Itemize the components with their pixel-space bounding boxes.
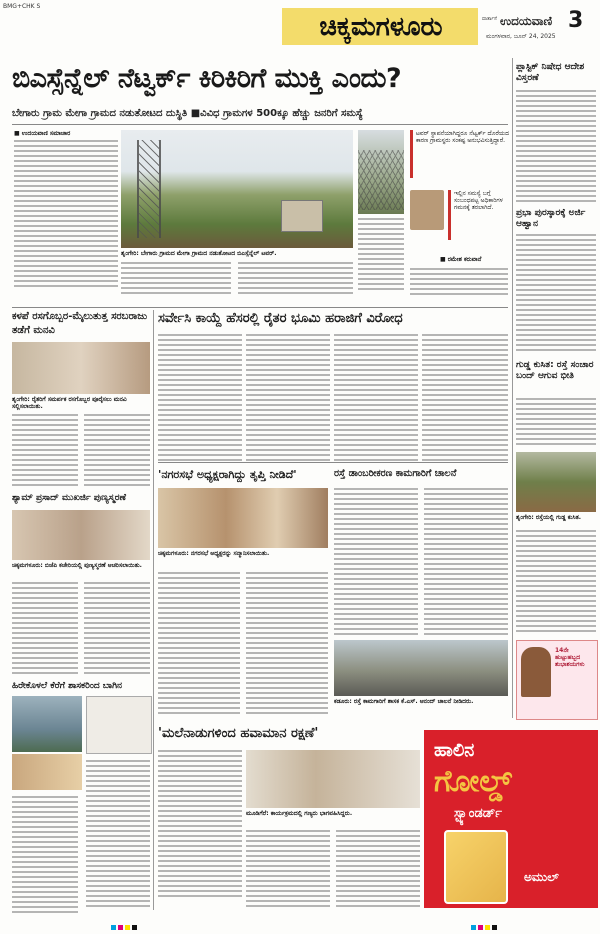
left-photo-2 bbox=[12, 510, 150, 560]
page-number: 3 bbox=[568, 8, 584, 33]
birthday-ad bbox=[516, 640, 598, 720]
tower-icon bbox=[137, 140, 161, 238]
lead-body-col5 bbox=[410, 268, 508, 298]
lead-divider bbox=[12, 124, 508, 125]
road-photo bbox=[334, 640, 508, 696]
milk-pack-icon bbox=[444, 830, 508, 904]
ad-brand: ಅಮುಲ್ bbox=[524, 870, 559, 884]
registration-marks bbox=[110, 915, 138, 934]
brand-name: ಉದಯವಾಣಿ bbox=[500, 14, 553, 28]
sidebar-story2-headline: ಪ್ರಭಾ ಪುರಸ್ಕಾರಕ್ಕೆ ಅರ್ಜಿ ಆಹ್ವಾನ bbox=[516, 208, 586, 229]
lead-body-col1 bbox=[14, 140, 118, 290]
weather-body-1 bbox=[158, 750, 242, 900]
building-icon bbox=[281, 200, 323, 232]
tower-photo bbox=[121, 130, 353, 248]
pull-quote-2: ಇಲ್ಲಿನ ಸಮಸ್ಯೆ ಬಗ್ಗೆ ಸಂಬಂಧಪಟ್ಟ ಅಧಿಕಾರಿಗಳ ಗಮನಕ್ಕೆ ತರಲಾಗಿದೆ. bbox=[448, 190, 516, 240]
left-photo-4 bbox=[12, 754, 82, 790]
weather-caption: ಮೂಡಿಗೆರೆ: ಕಾರ್ಯಕ್ರಮದಲ್ಲಿ ಗಣ್ಯರು ಭಾಗವಹಿಸಿದ್ದರು. bbox=[246, 810, 353, 817]
ad-line-1: ಹಾಲಿನ bbox=[434, 740, 475, 761]
section-divider-1 bbox=[12, 307, 508, 308]
landslide-photo bbox=[516, 452, 596, 512]
pull-quote-1: ಟವರ್ ಸ್ಥಾಪನೆಯಾಗಿದ್ದರೂ ನೆಟ್ವರ್ಕ್ ದೊರೆಯದ ಕಾರಣ ಗ್ರಾಮಸ್ಥರು ಸಂಕಷ್ಟ ಅನುಭವಿಸುತ್ತಿದ್ದಾರೆ. bbox=[410, 130, 514, 178]
left-headline-2: ಶ್ಯಾಮ್ ಪ್ರಸಾದ್ ಮುಖರ್ಜಿ ಪುಣ್ಯಸ್ಮರಣೆ bbox=[12, 493, 127, 503]
brand-prefix: ವಾರ್ತಾಸೆ bbox=[482, 16, 497, 22]
lead-reporter: ■ ರಮೇಶ ಕರುವಾನೆ bbox=[440, 256, 482, 263]
sidebar-story3-body2 bbox=[516, 530, 596, 635]
lead-subhead: ಬೇಗಾರು ಗ್ರಾಮ ಮೇಗಾ ಗ್ರಾಮದ ನಡುತೋಟದ ದುಸ್ಥಿತಿ ■ವಿವಿಧ ಗ್ರಾಮಗಳ 500ಕ್ಕೂ ಹೆಚ್ಚು ಜನರಿಗೆ ಸಮಸ್ಯೆ bbox=[12, 108, 363, 119]
road-caption: ಕಡೂರು: ರಸ್ತೆ ಕಾಮಗಾರಿಗೆ ಶಾಸಕ ಕೆ.ಎಸ್. ಆನಂದ್ ಚಾಲನೆ ನೀಡಿದರು. bbox=[334, 698, 474, 705]
sidebar-story3-headline: ಗುಡ್ಡ ಕುಸಿತ: ರಸ್ತೆ ಸಂಚಾರ ಬಂದ್ ಆಗುವ ಭೀತಿ bbox=[516, 360, 594, 381]
child-photo bbox=[521, 647, 551, 697]
sidebar-story2-body bbox=[516, 234, 596, 354]
sidebar-rule bbox=[512, 58, 513, 718]
council-body-1 bbox=[158, 572, 240, 717]
fence-icon bbox=[358, 150, 404, 210]
council-headline: 'ನಗರಸಭೆ ಅಧ್ಯಕ್ಷರಾಗಿದ್ದು ತೃಪ್ತಿ ನೀಡಿದೆ' bbox=[158, 468, 297, 481]
road-headline: ರಸ್ತೆ ಡಾಂಬರೀಕರಣ ಕಾಮಗಾರಿಗೆ ಚಾಲನೆ bbox=[334, 468, 457, 479]
ad-line-2: ಗೋಲ್ಡ್ bbox=[434, 764, 512, 799]
survey-body-1 bbox=[158, 334, 242, 464]
survey-body-3 bbox=[334, 334, 418, 464]
left-caption-1: ಶೃಂಗೇರಿ: ರೈತರಿಗೆ ಸಮರ್ಪಕ ರಸಗೊಬ್ಬರ ಪೂರೈಸಲು ಮನವಿ ಸಲ್ಲಿಸಲಾಯಿತು. bbox=[12, 396, 127, 410]
left-body-1 bbox=[12, 414, 78, 489]
survey-body-4 bbox=[422, 334, 508, 464]
section-divider-2 bbox=[158, 462, 508, 463]
sidebar-story3-body bbox=[516, 398, 596, 448]
weather-photo bbox=[246, 750, 420, 808]
lead-headline: ಬಿಎಸ್ಸೆನ್ನೆಲ್ ನೆಟ್ವರ್ಕ್ ಕಿರಿಕಿರಿಗೆ ಮುಕ್ತಿ ಎಂದು? bbox=[12, 63, 402, 94]
lead-body-col3 bbox=[238, 262, 353, 297]
lead-body-col4 bbox=[358, 218, 404, 293]
road-body-1 bbox=[334, 488, 418, 638]
lead-byline: ■ ಉದಯವಾಣಿ ಸಮಾಚಾರ bbox=[14, 130, 71, 137]
survey-headline: ಸರ್ವೇಸಿ ಕಾಯ್ದೆ ಹೆಸರಲ್ಲಿ ರೈತರ ಭೂಮಿ ಹರಾಜಿಗೆ ವಿರೋಧ bbox=[158, 311, 403, 326]
council-photo bbox=[158, 488, 328, 548]
left-body-6 bbox=[86, 760, 150, 910]
survey-body-2 bbox=[246, 334, 330, 464]
lead-body-col2 bbox=[121, 262, 231, 297]
left-photo-1 bbox=[12, 342, 150, 394]
left-body-4 bbox=[84, 582, 150, 677]
left-headline-1: ಕಳಪೆ ರಸಗೊಬ್ಬರ-ಮೈಲುತುತ್ತ ಸರಬರಾಜು ತಡೆಗೆ ಮನವಿ bbox=[12, 311, 148, 336]
left-body-5 bbox=[12, 796, 78, 916]
issue-date: ಮಂಗಳವಾರ, ಜೂನ್ 24, 2025 bbox=[486, 33, 556, 40]
sidebar-story1-body bbox=[516, 90, 596, 205]
council-caption: ಚಿಕ್ಕಮಗಳೂರು: ನಗರಸಭೆ ಅಧ್ಯಕ್ಷರನ್ನು ಸನ್ಮಾನಿಸಲಾಯಿತು. bbox=[158, 550, 270, 557]
weather-body-2 bbox=[246, 830, 330, 910]
council-body-2 bbox=[246, 572, 328, 717]
weather-headline: 'ಮಲೆನಾಡುಗಳಿಂದ ಹವಾಮಾನ ರಕ್ಷಣೆ' bbox=[158, 726, 319, 741]
left-photo-5 bbox=[86, 696, 152, 754]
reporter-photo bbox=[410, 190, 444, 230]
weather-body-3 bbox=[336, 830, 420, 910]
tower-photo-caption: ಶೃಂಗೇರಿ: ಬೇಗಾರು ಗ್ರಾಮದ ಮೇಗಾ ಗ್ರಾಮದ ನಡುತೋಟದ ಬಿಎಸ್ಸೆನ್ನೆಲ್ ಟವರ್. bbox=[121, 250, 277, 257]
edition-code: BMG+CHK S bbox=[3, 3, 41, 10]
left-body-3 bbox=[12, 582, 78, 677]
milk-ad bbox=[424, 730, 598, 908]
ad-line-3: ಸ್ಟ್ಯಾಂಡರ್ಡ್ bbox=[454, 806, 502, 821]
left-col-rule bbox=[153, 310, 154, 910]
left-caption-2: ಚಿಕ್ಕಮಗಳೂರು: ಬಿಜೆಪಿ ಕಚೇರಿಯಲ್ಲಿ ಪುಣ್ಯಸ್ಮರಣೆ ಆಚರಿಸಲಾಯಿತು. bbox=[12, 562, 142, 569]
masthead-title: ಚಿಕ್ಕಮಗಳೂರು bbox=[319, 12, 443, 42]
fence-photo bbox=[358, 130, 404, 214]
left-photo-3 bbox=[12, 696, 82, 752]
sidebar-story1-headline: ಪ್ಲಾಸ್ಟಿಕ್ ನಿಷೇಧ ಆದೇಶ ವಿಸ್ತರಣೆ bbox=[516, 62, 585, 83]
left-headline-3: ಹಿರೇಕೊಳಲೆ ಕೆರೆಗೆ ಶಾಸಕರಿಂದ ಬಾಗಿನ bbox=[12, 681, 123, 691]
sidebar-photo-caption: ಶೃಂಗೇರಿ: ರಸ್ತೆಯಲ್ಲಿ ಗುಡ್ಡ ಕುಸಿತ. bbox=[516, 514, 582, 521]
road-body-2 bbox=[424, 488, 508, 638]
registration-marks-right bbox=[470, 915, 498, 934]
birthday-badge: 14ನೇ ಹುಟ್ಟುಹಬ್ಬದ ಶುಭಾಶಯಗಳು bbox=[555, 647, 585, 668]
left-body-2 bbox=[84, 414, 150, 489]
